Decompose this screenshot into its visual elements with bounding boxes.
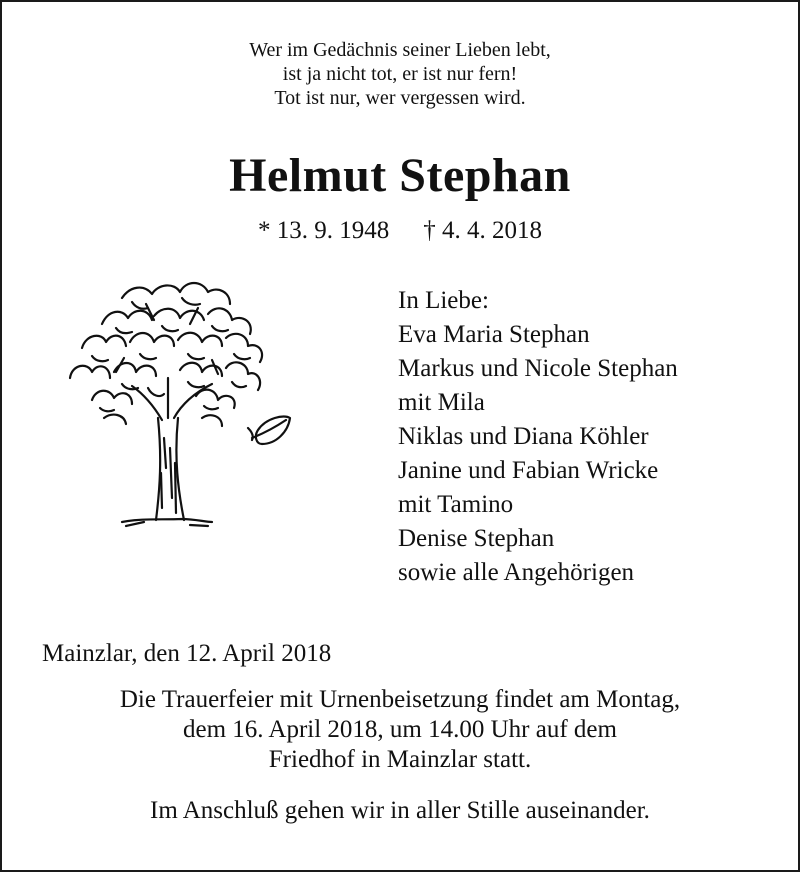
mourner-entry: sowie alle Angehörigen: [398, 559, 635, 586]
birth-date: * 13. 9. 1948: [258, 217, 390, 244]
motto-line: Tot ist nur, wer vergessen wird.: [274, 87, 526, 109]
motto-line: Wer im Gedächnis seiner Lieben lebt,: [249, 39, 551, 61]
deceased-name: Helmut Stephan: [229, 149, 571, 202]
service-announcement: [0, 685, 800, 775]
mourner-entry: Denise Stephan: [398, 525, 555, 552]
life-dates: [0, 216, 800, 246]
service-line: Friedhof in Mainzlar statt.: [268, 746, 532, 773]
death-date: † 4. 4. 2018: [423, 217, 542, 244]
mourners-list: [398, 284, 678, 590]
closing-note: Im Anschluß gehen wir in aller Stille auseinander.: [150, 797, 650, 824]
mourner-entry: Markus und Nicole Stephan: [398, 355, 678, 382]
falling-leaf-icon: [248, 417, 290, 445]
motto-verse: [0, 38, 800, 110]
service-line: Die Trauerfeier mit Urnenbeisetzung findet am Montag,: [119, 686, 681, 713]
tree-illustration: [62, 268, 292, 534]
mourner-entry: Niklas und Diana Köhler: [398, 423, 649, 450]
motto-line: ist ja nicht tot, er ist nur fern!: [282, 63, 518, 85]
mourners-intro: In Liebe:: [398, 287, 489, 314]
service-line: dem 16. April 2018, um 14.00 Uhr auf dem: [183, 716, 617, 743]
mourner-entry: Eva Maria Stephan: [398, 321, 590, 348]
mourner-entry: mit Tamino: [398, 491, 514, 518]
mourner-entry: Janine und Fabian Wricke: [398, 457, 659, 484]
place-and-date: Mainzlar, den 12. April 2018: [42, 640, 332, 667]
mourner-entry: mit Mila: [398, 389, 485, 416]
